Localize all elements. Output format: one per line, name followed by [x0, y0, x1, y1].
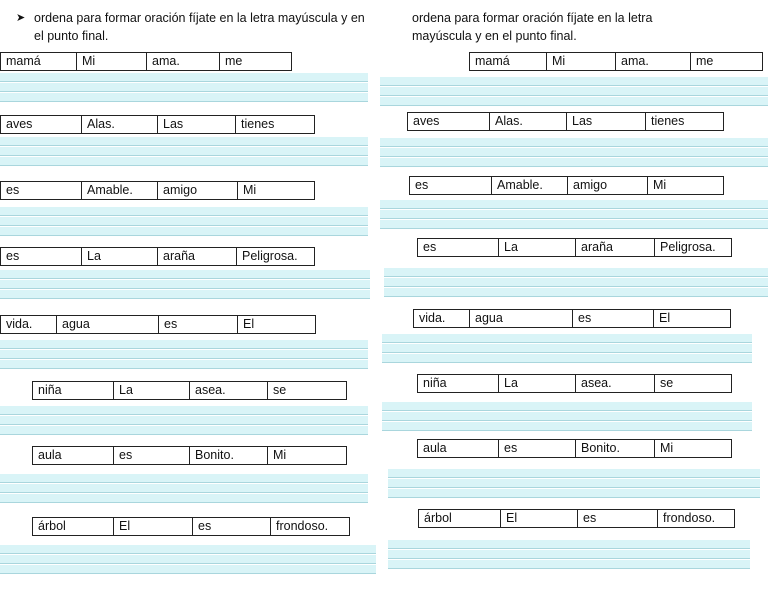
- word-cell: Alas.: [82, 116, 158, 133]
- word-cell: La: [499, 239, 576, 256]
- word-row: [417, 374, 732, 393]
- writing-lines[interactable]: [0, 340, 368, 370]
- word-cell: amigo: [568, 177, 648, 194]
- word-cell: frondoso.: [276, 519, 329, 533]
- word-cell: asea.: [190, 382, 268, 399]
- instruction-left: [16, 9, 374, 45]
- word-cell: El: [243, 317, 255, 331]
- word-row: [32, 381, 347, 400]
- word-cell: Bonito.: [190, 447, 268, 464]
- word-cell: araña: [158, 248, 237, 265]
- writing-lines[interactable]: [0, 207, 368, 237]
- word-cell: es: [159, 316, 238, 333]
- word-row: [407, 112, 724, 131]
- word-cell: La: [82, 248, 158, 265]
- word-cell: ama.: [147, 53, 220, 70]
- writing-lines[interactable]: [388, 540, 750, 570]
- word-cell: aula: [418, 440, 499, 457]
- word-cell: es: [1, 248, 82, 265]
- word-row: [0, 52, 292, 71]
- writing-lines[interactable]: [380, 200, 768, 230]
- word-cell: Alas.: [490, 113, 567, 130]
- writing-lines[interactable]: [382, 402, 752, 432]
- word-cell: es: [578, 510, 658, 527]
- word-row: [32, 517, 350, 536]
- word-cell: Amable.: [492, 177, 568, 194]
- word-cell: agua: [470, 310, 573, 327]
- writing-lines[interactable]: [0, 545, 376, 575]
- word-row: [32, 446, 347, 465]
- word-cell: tienes: [651, 114, 685, 128]
- instruction-line-2: mayúscula y en el punto final.: [412, 29, 577, 43]
- word-cell: Amable.: [82, 182, 158, 199]
- word-cell: es: [499, 440, 576, 457]
- word-row: [469, 52, 763, 71]
- word-cell: me: [225, 54, 243, 68]
- writing-lines[interactable]: [380, 77, 768, 107]
- instruction-line-2: el punto final.: [34, 29, 109, 43]
- word-cell: se: [273, 383, 287, 397]
- arrow-bullet-icon: ➤: [16, 12, 26, 24]
- word-cell: Peligrosa.: [660, 240, 716, 254]
- word-cell: mamá: [470, 53, 547, 70]
- word-row: [417, 238, 732, 257]
- word-cell: La: [114, 382, 190, 399]
- word-cell: Mi: [547, 53, 616, 70]
- writing-lines[interactable]: [382, 334, 752, 364]
- word-cell: La: [499, 375, 576, 392]
- word-cell: Mi: [660, 441, 674, 455]
- instruction-right: [412, 9, 712, 45]
- word-cell: Mi: [273, 448, 287, 462]
- word-cell: Las: [158, 116, 236, 133]
- word-cell: Las: [567, 113, 646, 130]
- word-row: [0, 315, 316, 334]
- word-row: [418, 509, 735, 528]
- word-cell: es: [1, 182, 82, 199]
- word-cell: Mi: [653, 178, 667, 192]
- word-cell: niña: [418, 375, 499, 392]
- writing-lines[interactable]: [0, 406, 368, 436]
- word-cell: árbol: [33, 518, 114, 535]
- word-cell: es: [410, 177, 492, 194]
- writing-lines[interactable]: [0, 73, 368, 103]
- word-cell: El: [501, 510, 578, 527]
- writing-lines[interactable]: [0, 270, 370, 300]
- word-row: [0, 247, 315, 266]
- word-row: [0, 181, 315, 200]
- word-cell: Peligrosa.: [242, 249, 298, 263]
- instruction-line-1: ordena para formar oración fíjate en la letra mayúscula y en: [34, 11, 365, 25]
- word-cell: Bonito.: [576, 440, 655, 457]
- worksheet-left: [0, 0, 380, 594]
- word-cell: es: [573, 310, 654, 327]
- word-cell: araña: [576, 239, 655, 256]
- word-cell: árbol: [419, 510, 501, 527]
- word-cell: es: [418, 239, 499, 256]
- word-cell: amigo: [158, 182, 238, 199]
- word-row: [0, 115, 315, 134]
- writing-lines[interactable]: [388, 469, 760, 499]
- word-cell: aves: [1, 116, 82, 133]
- instruction-line-1: ordena para formar oración fíjate en la letra: [412, 11, 653, 25]
- word-cell: frondoso.: [663, 511, 716, 525]
- writing-lines[interactable]: [380, 138, 768, 168]
- word-cell: aves: [408, 113, 490, 130]
- writing-lines[interactable]: [0, 137, 368, 167]
- word-cell: Mi: [77, 53, 147, 70]
- word-cell: agua: [57, 316, 159, 333]
- writing-lines[interactable]: [0, 474, 368, 504]
- word-cell: me: [696, 54, 714, 68]
- word-cell: Mi: [243, 183, 257, 197]
- word-cell: El: [114, 518, 193, 535]
- word-cell: tienes: [241, 117, 275, 131]
- worksheet-right: [380, 0, 768, 594]
- word-cell: aula: [33, 447, 114, 464]
- word-cell: mamá: [1, 53, 77, 70]
- word-cell: vida.: [414, 310, 470, 327]
- word-cell: ama.: [616, 53, 691, 70]
- word-cell: vida.: [1, 316, 57, 333]
- word-row: [409, 176, 724, 195]
- word-cell: es: [193, 518, 271, 535]
- word-cell: niña: [33, 382, 114, 399]
- word-cell: El: [659, 311, 671, 325]
- writing-lines[interactable]: [384, 268, 768, 298]
- word-cell: es: [114, 447, 190, 464]
- word-cell: asea.: [576, 375, 655, 392]
- word-row: [413, 309, 731, 328]
- word-row: [417, 439, 732, 458]
- word-cell: se: [660, 376, 674, 390]
